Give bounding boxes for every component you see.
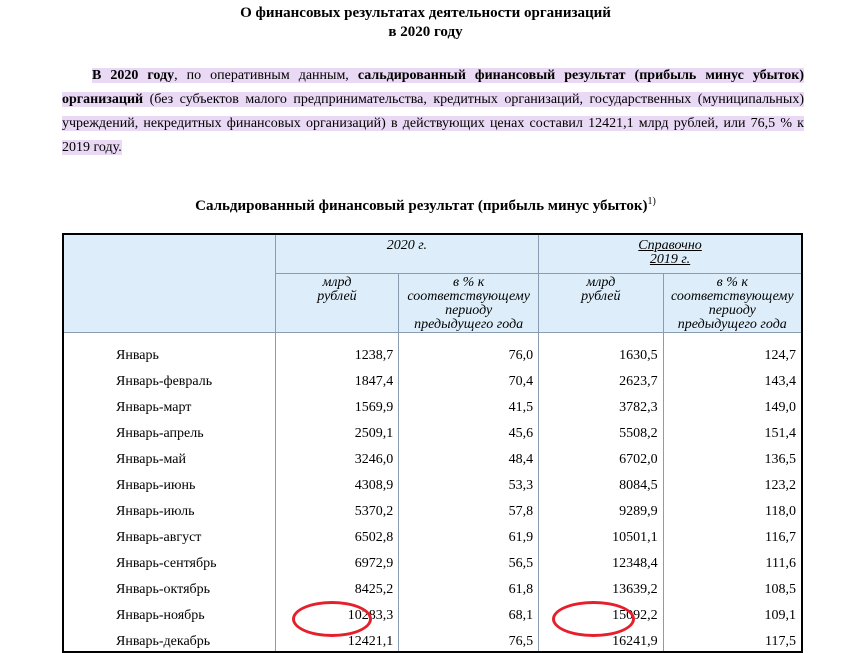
period-cell: Январь-март — [63, 391, 275, 417]
table-row — [63, 521, 802, 547]
period-cell: Январь-июнь — [63, 469, 275, 495]
period-cell: Январь-февраль — [63, 365, 275, 391]
percent-2020-cell: 76,5 — [399, 625, 539, 652]
percent-2020-cell: 61,9 — [399, 521, 539, 547]
value-2020-cell: 8425,2 — [275, 573, 398, 599]
table-row — [63, 573, 802, 599]
col-bln-rub-2019: млрд рублей — [539, 274, 663, 333]
col-bln-rub-2020: млрд рублей — [275, 274, 398, 333]
value-2019-cell: 8084,5 — [539, 469, 663, 495]
footnote-mark: 1) — [647, 196, 656, 207]
percent-2019-cell: 118,0 — [663, 495, 802, 521]
table-row — [63, 333, 802, 366]
table-row — [63, 599, 802, 625]
table-row — [63, 365, 802, 391]
header-2020: 2020 г. — [275, 234, 538, 274]
value-2020-cell: 12421,1 — [275, 625, 398, 652]
value-2019-cell: 3782,3 — [539, 391, 663, 417]
page-title-line2: в 2020 году — [388, 24, 463, 40]
summary-intro: , по оперативным данным, — [174, 68, 358, 83]
value-2019-cell: 9289,9 — [539, 495, 663, 521]
percent-2019-cell: 111,6 — [663, 547, 802, 573]
value-2020-cell: 1569,9 — [275, 391, 398, 417]
table-row — [63, 625, 802, 652]
percent-2020-cell: 45,6 — [399, 417, 539, 443]
period-cell: Январь-декабрь — [63, 625, 275, 652]
percent-2019-cell: 136,5 — [663, 443, 802, 469]
period-cell: Январь-август — [63, 521, 275, 547]
value-2019-cell: 6702,0 — [539, 443, 663, 469]
value-2019-cell: 12348,4 — [539, 547, 663, 573]
value-2020-cell: 1847,4 — [275, 365, 398, 391]
value-2020-cell: 1238,7 — [275, 333, 398, 366]
col-pct-2020: в % к соответствующему периоду предыдущего года — [399, 274, 539, 333]
value-2019-cell: 15092,2 — [539, 599, 663, 625]
percent-2019-cell: 109,1 — [663, 599, 802, 625]
highlight-circle-2019 — [552, 601, 635, 637]
header-reference-2019: Справочно 2019 г. — [539, 234, 802, 274]
value-2019-cell: 16241,9 — [539, 625, 663, 652]
value-2019-cell: 5508,2 — [539, 417, 663, 443]
period-cell: Январь-сентябрь — [63, 547, 275, 573]
value-2020-cell: 4308,9 — [275, 469, 398, 495]
percent-2019-cell: 116,7 — [663, 521, 802, 547]
percent-2019-cell: 149,0 — [663, 391, 802, 417]
percent-2020-cell: 68,1 — [399, 599, 539, 625]
value-2019-cell: 13639,2 — [539, 573, 663, 599]
highlight-circle-2020 — [292, 601, 372, 637]
percent-2019-cell: 143,4 — [663, 365, 802, 391]
period-cell: Январь-май — [63, 443, 275, 469]
percent-2020-cell: 76,0 — [399, 333, 539, 366]
value-2020-cell: 6972,9 — [275, 547, 398, 573]
value-2020-cell: 3246,0 — [275, 443, 398, 469]
percent-2020-cell: 41,5 — [399, 391, 539, 417]
value-2019-cell: 1630,5 — [539, 333, 663, 366]
table-row — [63, 469, 802, 495]
summary-subject: сальдированный финансовый результат (прибыль минус убыток) организаций — [62, 68, 805, 107]
period-cell: Январь — [63, 333, 275, 366]
percent-2020-cell: 48,4 — [399, 443, 539, 469]
table-title: Сальдированный финансовый результат (прибыль минус убыток)$^{1)}$ — [195, 196, 656, 214]
financial-results-table — [62, 233, 803, 653]
summary-paragraph — [62, 64, 804, 160]
table-row — [63, 443, 802, 469]
value-2020-cell: 5370,2 — [275, 495, 398, 521]
period-cell: Январь-октябрь — [63, 573, 275, 599]
value-2020-cell: 10283,3 — [275, 599, 398, 625]
percent-2019-cell: 123,2 — [663, 469, 802, 495]
period-cell: Январь-апрель — [63, 417, 275, 443]
value-2019-cell: 2623,7 — [539, 365, 663, 391]
percent-2020-cell: 57,8 — [399, 495, 539, 521]
percent-2020-cell: 53,3 — [399, 469, 539, 495]
value-2019-cell: 10501,1 — [539, 521, 663, 547]
period-cell: Январь-июль — [63, 495, 275, 521]
summary-year: В 2020 году — [92, 68, 175, 83]
value-2020-cell: 6502,8 — [275, 521, 398, 547]
table-row — [63, 391, 802, 417]
percent-2020-cell: 56,5 — [399, 547, 539, 573]
table-row — [63, 495, 802, 521]
percent-2020-cell: 61,8 — [399, 573, 539, 599]
summary-body: (без субъектов малого предпринимательства, кредитных организаций, государственных (муниципальных) учреждений, некредитных финансовых организаций) в действующих ценах составил 12421,1 млрд рублей, или 76,5 % к 2019 году. — [62, 92, 804, 155]
percent-2019-cell: 117,5 — [663, 625, 802, 652]
value-2020-cell: 2509,1 — [275, 417, 398, 443]
percent-2019-cell: 124,7 — [663, 333, 802, 366]
percent-2019-cell: 151,4 — [663, 417, 802, 443]
period-cell: Январь-ноябрь — [63, 599, 275, 625]
percent-2020-cell: 70,4 — [399, 365, 539, 391]
page-title-line1: О финансовых результатах деятельности организаций — [240, 5, 611, 21]
percent-2019-cell: 108,5 — [663, 573, 802, 599]
header-corner — [63, 234, 275, 333]
table-row — [63, 417, 802, 443]
table-row — [63, 547, 802, 573]
col-pct-2019: в % к соответствующему периоду предыдущего года — [663, 274, 802, 333]
